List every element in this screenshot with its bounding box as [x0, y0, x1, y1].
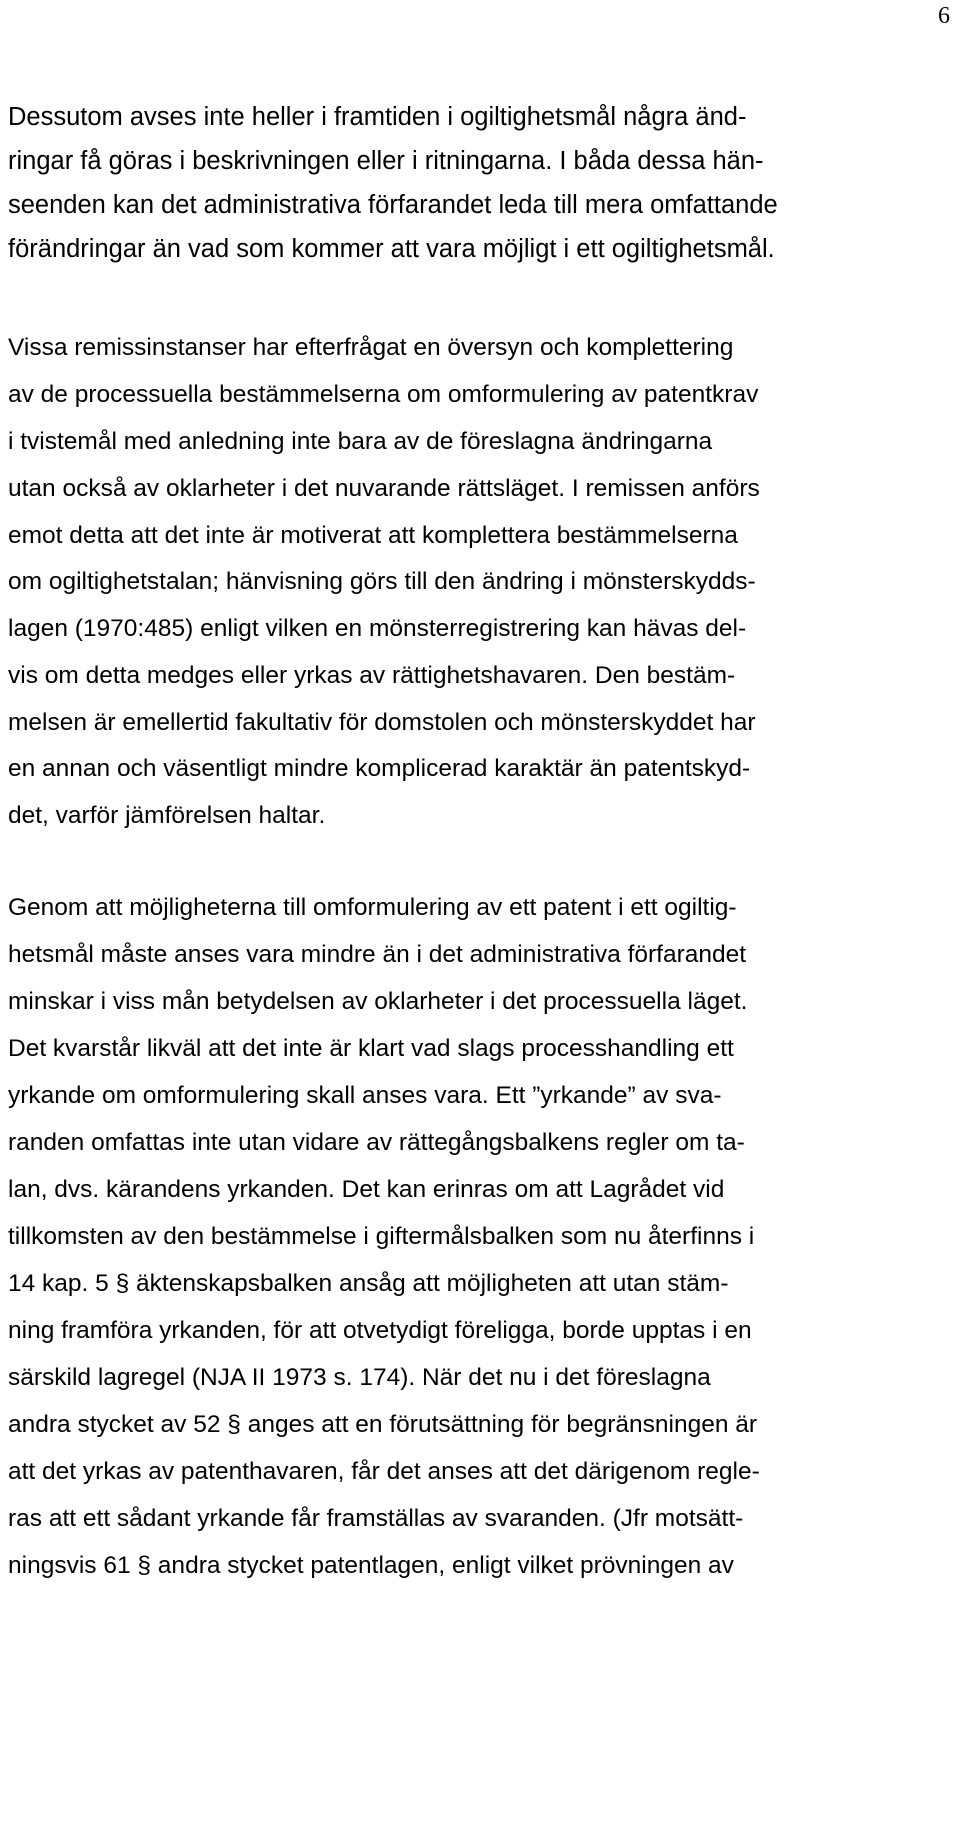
- text-line: det, varför jämförelsen haltar.: [8, 802, 326, 829]
- text-line: andra stycket av 52 § anges att en förutsättning för begränsningen är: [8, 1411, 758, 1438]
- page-number: 6: [938, 3, 950, 29]
- text-line: om ogiltighetstalan; hänvisning görs till den ändring i mönsterskydds-: [8, 568, 756, 595]
- text-line: Det kvarstår likväl att det inte är klart vad slags processhandling ett: [8, 1035, 734, 1062]
- text-line: Vissa remissinstanser har efterfrågat en översyn och komplettering: [8, 334, 734, 361]
- text-line: en annan och väsentligt mindre komplicerad karaktär än patentskyd-: [8, 755, 751, 782]
- text-line: melsen är emellertid fakultativ för domstolen och mönsterskyddet har: [8, 709, 756, 736]
- text-line: i tvistemål med anledning inte bara av de föreslagna ändringarna: [8, 428, 713, 455]
- text-line: att det yrkas av patenthavaren, får det anses att det därigenom regle-: [8, 1458, 760, 1485]
- text-line: utan också av oklarheter i det nuvarande rättsläget. I remissen anförs: [8, 475, 760, 502]
- text-line: lan, dvs. kärandens yrkanden. Det kan erinras om att Lagrådet vid: [8, 1176, 725, 1203]
- text-line: Genom att möjligheterna till omformulering av ett patent i ett ogiltig-: [8, 894, 737, 921]
- text-line: ras att ett sådant yrkande får framställas av svaranden. (Jfr motsätt-: [8, 1505, 744, 1532]
- text-line: seenden kan det administrativa förfarandet leda till mera omfattande: [8, 191, 778, 219]
- text-line: vis om detta medges eller yrkas av rättighetshavaren. Den bestäm-: [8, 662, 736, 689]
- text-line: 14 kap. 5 § äktenskapsbalken ansåg att möjligheten att utan stäm-: [8, 1270, 729, 1297]
- text-line: emot detta att det inte är motiverat att komplettera bestämmelserna: [8, 522, 738, 549]
- text-line: minskar i viss mån betydelsen av oklarheter i det processuella läget.: [8, 988, 748, 1015]
- text-line: ning framföra yrkanden, för att otvetydigt föreligga, borde upptas i en: [8, 1317, 752, 1344]
- text-line: ningsvis 61 § andra stycket patentlagen, enligt vilket prövningen av: [8, 1552, 734, 1579]
- text-line: Dessutom avses inte heller i framtiden i ogiltighetsmål några änd-: [8, 103, 747, 131]
- text-line: tillkomsten av den bestämmelse i giftermålsbalken som nu återfinns i: [8, 1223, 755, 1250]
- text-line: ringar få göras i beskrivningen eller i ritningarna. I båda dessa hän-: [8, 147, 764, 175]
- text-line: yrkande om omformulering skall anses vara. Ett ”yrkande” av sva-: [8, 1082, 722, 1109]
- text-line: randen omfattas inte utan vidare av rättegångsbalkens regler om ta-: [8, 1129, 745, 1156]
- text-line: hetsmål måste anses vara mindre än i det administrativa förfarandet: [8, 941, 747, 968]
- text-line: särskild lagregel (NJA II 1973 s. 174). När det nu i det föreslagna: [8, 1364, 711, 1391]
- text-line: av de processuella bestämmelserna om omformulering av patentkrav: [8, 381, 759, 408]
- text-line: lagen (1970:485) enligt vilken en mönsterregistrering kan hävas del-: [8, 615, 747, 642]
- text-line: förändringar än vad som kommer att vara möjligt i ett ogiltighetsmål.: [8, 235, 775, 263]
